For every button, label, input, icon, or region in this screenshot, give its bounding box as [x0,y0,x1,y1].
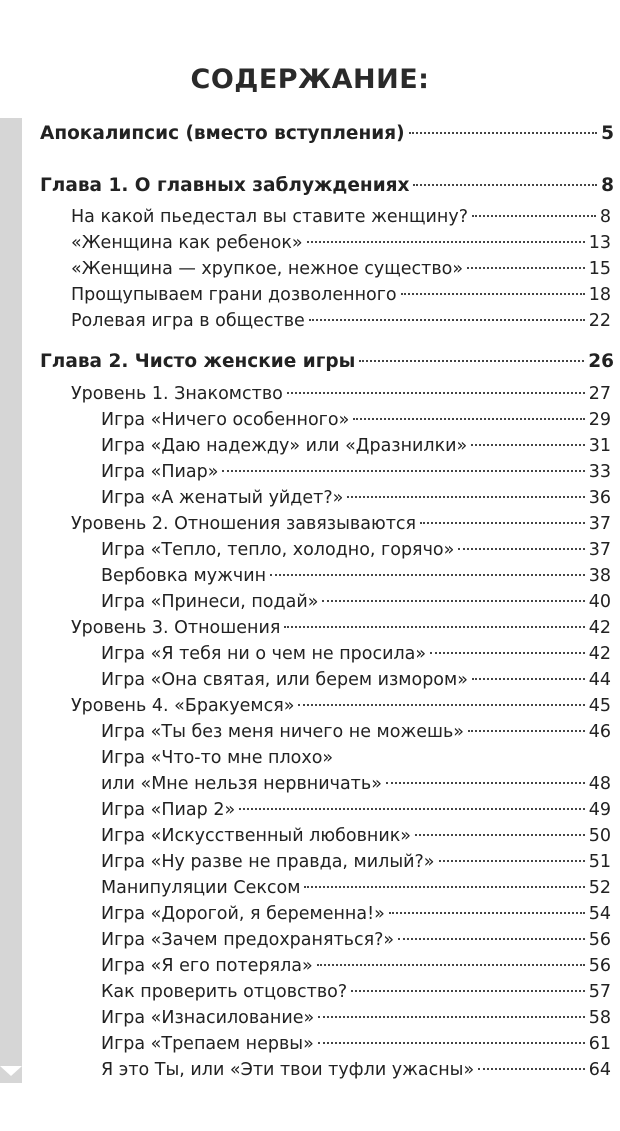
toc-page-number: 57 [588,982,611,1002]
dot-leader [284,625,584,628]
toc-entry-title: Уровень 1. Знакомство [71,384,283,404]
page-title: СОДЕРЖАНИЕ: [190,64,430,95]
toc-entry-title: Игра «Она святая, или берем измором» [101,670,468,690]
toc-entry[interactable] [71,512,611,536]
scrollbar-track[interactable] [0,118,22,1083]
toc-page-number: 46 [588,722,611,742]
toc-entry-title: Уровень 2. Отношения завязываются [71,514,417,534]
dot-leader [478,1067,585,1070]
toc-page-number: 40 [588,592,611,612]
toc-entry-title: Игра «Изнасилование» [101,1008,315,1028]
dot-leader [317,963,585,966]
dot-leader [415,833,585,836]
toc-page-number: 56 [588,930,611,950]
toc-entry-title: Игра «Зачем предохраняться?» [101,930,395,950]
dot-leader [430,651,585,654]
toc-entry[interactable] [101,408,611,432]
dot-leader [298,703,584,706]
toc-entry-title: или «Мне нельзя нервничать» [101,774,382,794]
toc-page-number: 42 [588,644,611,664]
toc-entry[interactable] [101,954,611,978]
toc-entry[interactable] [71,309,611,333]
dot-leader [307,240,585,243]
toc-page-number: 8 [601,175,614,196]
toc-entry[interactable] [101,798,611,822]
dot-leader [420,521,585,524]
toc-entry-title: Я это Ты, или «Эти твои туфли ужасны» [101,1060,475,1080]
toc-entry[interactable] [101,980,611,1004]
dot-leader [239,807,585,810]
toc-page-number: 5 [601,123,614,144]
toc-page-number: 37 [588,540,611,560]
toc-entry-title: На какой пьедестал вы ставите женщину? [71,207,468,227]
toc-entry[interactable] [101,876,611,900]
toc-entry-title: Глава 2. Чисто женские игры [40,351,356,372]
toc-page-number: 15 [588,259,611,279]
dot-leader [472,214,596,217]
dot-leader [359,359,584,362]
toc-entry-title: Игра «Даю надежду» или «Дразнилки» [101,436,468,456]
toc-page-number: 45 [588,696,611,716]
toc-page-number: 37 [588,514,611,534]
dot-leader [458,547,584,550]
toc-entry-title: Апокалипсис (вместо вступления) [40,123,405,144]
dot-leader [351,989,585,992]
toc-chapter-entry[interactable] [40,122,614,146]
toc-page-number: 8 [599,207,611,227]
dot-leader [472,677,585,680]
toc-entry[interactable] [101,928,611,952]
dot-leader [304,885,584,888]
toc-page-number: 44 [588,670,611,690]
dot-leader [318,1041,585,1044]
toc-entry[interactable] [101,1058,611,1082]
toc-entry-title: «Женщина как ребенок» [71,233,303,253]
toc-entry[interactable] [101,564,611,588]
dot-leader [471,443,584,446]
toc-page-number: 13 [588,233,611,253]
dot-leader [386,781,585,784]
toc-entry[interactable] [101,902,611,926]
toc-page-number: 49 [588,800,611,820]
toc-entry[interactable] [101,772,611,796]
toc-entry-title: Манипуляции Сексом [101,878,301,898]
toc-page-number: 33 [588,462,611,482]
dot-leader [322,599,584,602]
toc-entry-title: Игра «Пиар 2» [101,800,236,820]
toc-page-number: 56 [588,956,611,976]
dot-leader [439,859,585,862]
dot-leader [353,417,584,420]
toc-entry-title: Уровень 3. Отношения [71,618,281,638]
toc-page-number: 61 [588,1034,611,1054]
dot-leader [413,183,597,186]
toc-entry[interactable] [101,746,611,770]
toc-page-number: 42 [588,618,611,638]
toc-page-number: 31 [588,436,611,456]
toc-entry-title: Игра «Пиар» [101,462,219,482]
toc-entry-title: Игра «Ну разве не правда, милый?» [101,852,435,872]
dot-leader [309,318,585,321]
toc-entry[interactable] [101,824,611,848]
toc-entry-title: Прощупываем грани дозволенного [71,285,397,305]
toc-entry-title: Игра «Тепло, тепло, холодно, горячо» [101,540,455,560]
toc-entry-title: Игра «Принеси, подай» [101,592,319,612]
toc-chapter-entry[interactable] [40,350,614,374]
dot-leader [389,911,585,914]
toc-entry[interactable] [101,590,611,614]
toc-page-number: 50 [588,826,611,846]
dot-leader [398,937,585,940]
toc-chapter-entry[interactable] [40,174,614,198]
toc-page-number: 22 [588,311,611,331]
toc-page-number: 18 [588,285,611,305]
dot-leader [270,573,585,576]
toc-entry-title: Игра «Что-то мне плохо» [101,748,334,768]
toc-entry-title: Как проверить отцовство? [101,982,348,1002]
toc-entry[interactable] [71,205,611,229]
toc-page-number: 36 [588,488,611,508]
toc-entry-title: Игра «Ты без меня ничего не можешь» [101,722,465,742]
toc-entry[interactable] [71,694,611,718]
dot-leader [467,266,585,269]
toc-entry-title: Игра «Дорогой, я беременна!» [101,904,385,924]
dot-leader [468,729,585,732]
dot-leader [318,1015,585,1018]
toc-entry-title: Игра «Я тебя ни о чем не просила» [101,644,427,664]
toc-page-number: 64 [588,1060,611,1080]
toc-entry[interactable] [101,434,611,458]
toc-entry[interactable] [101,1032,611,1056]
toc-page-number: 27 [588,384,611,404]
toc-page-number: 38 [588,566,611,586]
toc-page-number: 52 [588,878,611,898]
dot-leader [401,292,585,295]
toc-entry-title: Игра «Искусственный любовник» [101,826,412,846]
scroll-down-arrow-icon[interactable] [0,1066,22,1076]
toc-entry[interactable] [101,850,611,874]
toc-page-number: 48 [588,774,611,794]
toc-entry[interactable] [71,257,611,281]
toc-page-number: 29 [588,410,611,430]
toc-entry-title: Игра «Трепаем нервы» [101,1034,314,1054]
toc-entry-title: Уровень 4. «Бракуемся» [71,696,295,716]
toc-entry-title: Игра «Ничего особенного» [101,410,350,430]
dot-leader [222,469,584,472]
toc-page-number: 51 [588,852,611,872]
toc-entry-title: Игра «Я его потеряла» [101,956,313,976]
toc-entry-title: Ролевая игра в обществе [71,311,305,331]
toc-entry[interactable] [101,720,611,744]
toc-entry[interactable] [71,382,611,406]
toc-entry[interactable] [101,1006,611,1030]
dot-leader [287,391,585,394]
toc-entry[interactable] [101,538,611,562]
dot-leader [347,495,584,498]
toc-entry[interactable] [101,486,611,510]
dot-leader [409,131,598,134]
toc-page-number: 54 [588,904,611,924]
toc-entry-title: Игра «А женатый уйдет?» [101,488,344,508]
toc-entry[interactable] [101,460,611,484]
toc-entry[interactable] [71,283,611,307]
toc-entry[interactable] [71,616,611,640]
toc-entry-title: Вербовка мужчин [101,566,267,586]
toc-entry-title: Глава 1. О главных заблуждениях [40,175,410,196]
toc-entry-title: «Женщина — хрупкое, нежное существо» [71,259,464,279]
toc-page-number: 26 [588,351,614,372]
toc-entry[interactable] [101,668,611,692]
toc-entry[interactable] [71,231,611,255]
toc-page-number: 58 [588,1008,611,1028]
toc-entry[interactable] [101,642,611,666]
